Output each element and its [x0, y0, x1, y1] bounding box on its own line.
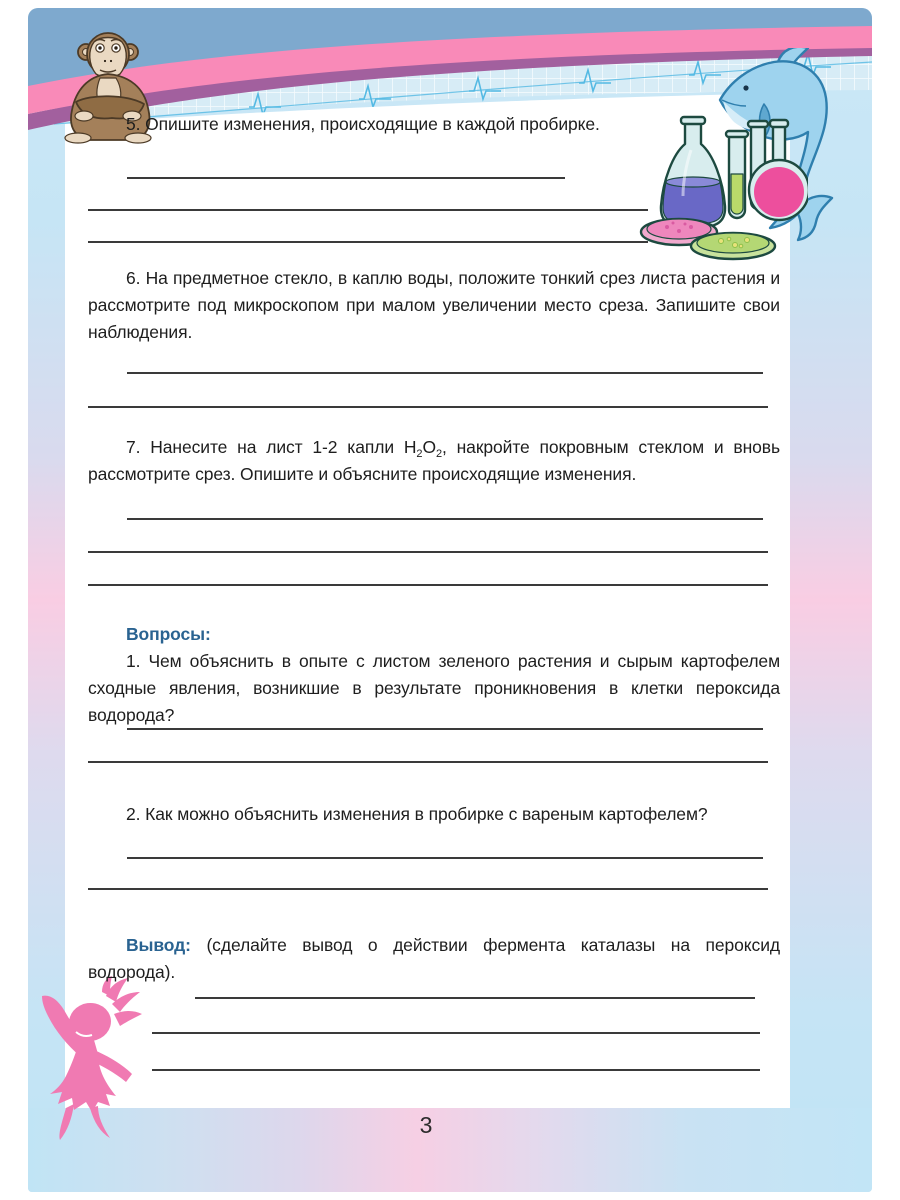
questions-heading: Вопросы:	[126, 624, 211, 644]
answer-line	[152, 1032, 760, 1034]
dancing-girl-icon	[28, 976, 173, 1154]
answer-line	[152, 1069, 760, 1071]
answer-line	[127, 372, 763, 374]
answer-line	[127, 728, 763, 730]
answer-line	[88, 241, 648, 243]
step5-text: 5. Опишите изменения, происходящие в каждой пробирке.	[126, 114, 600, 134]
answer-line	[88, 406, 768, 408]
answer-line	[88, 209, 648, 211]
page-frame	[28, 8, 872, 1192]
conclusion-text: Вывод: (сделайте вывод о действии фермента каталазы на пероксид водорода).	[88, 935, 780, 982]
conclusion-label: Вывод:	[126, 935, 191, 955]
answer-line	[88, 761, 768, 763]
answer-line	[127, 857, 763, 859]
question-1-text: 1. Чем объяснить в опыте с листом зеленого растения и сырым картофелем сходные явления, возникшие в результате проникновения в клетки пероксида водорода?	[88, 651, 780, 725]
page-number: 3	[419, 1112, 433, 1138]
step7-text: 7. Нанесите на лист 1-2 капли $H_2O_2$, накройте покровным стеклом и вновь рассмотрите срез. Опишите и объясните происходящие изменения.	[88, 437, 781, 484]
answer-line	[127, 518, 763, 520]
answer-line	[88, 888, 768, 890]
answer-line	[127, 177, 565, 179]
answer-line	[195, 997, 755, 999]
step6-text: 6. На предметное стекло, в каплю воды, положите тонкий срез листа растения и рассмотрите под микроскопом при малом увеличении место среза. Запишите свои наблюдения.	[88, 268, 780, 342]
question-2-text: 2. Как можно объяснить изменения в пробирке с вареным картофелем?	[126, 804, 708, 824]
answer-line	[88, 584, 768, 586]
answer-line	[88, 551, 768, 553]
